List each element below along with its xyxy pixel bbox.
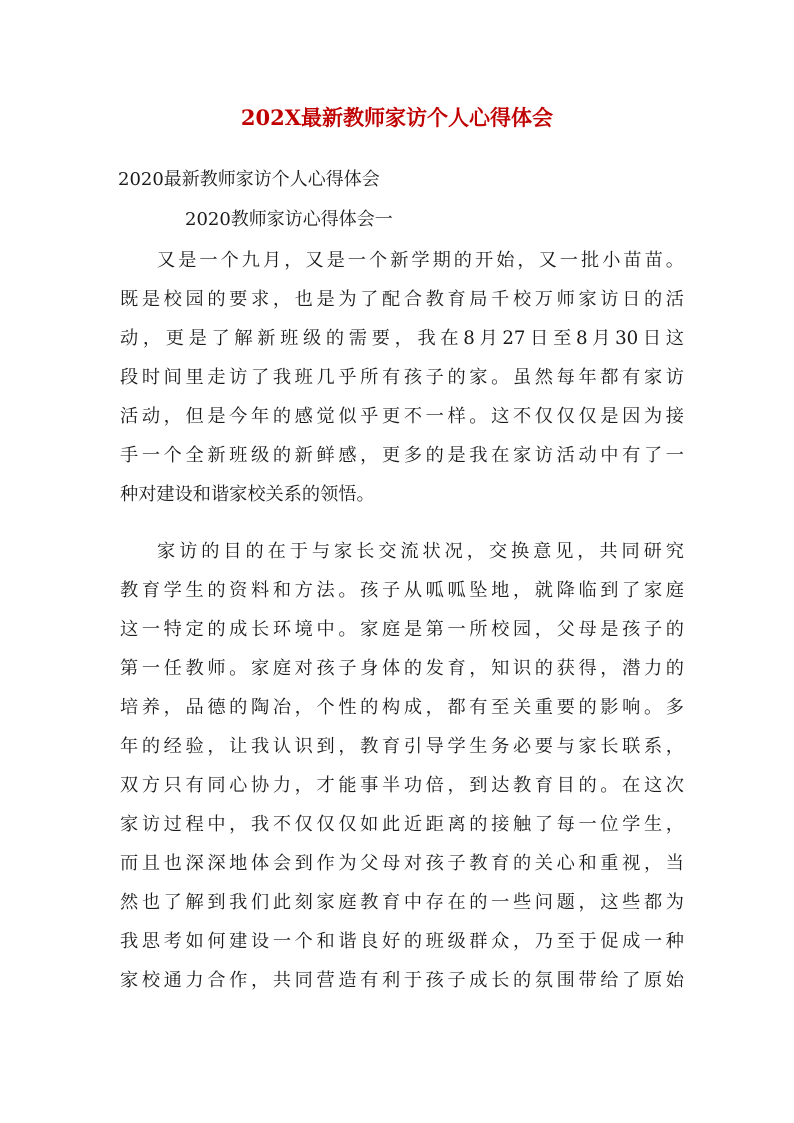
paragraph-2-line: 双方只有同心协力，才能事半功倍，到达教育目的。在这次 <box>120 775 684 796</box>
paragraph-1-line: 既是校园的要求，也是为了配合教育局千校万师家访日的活 <box>120 289 684 310</box>
paragraph-2-line: 我思考如何建设一个和谐良好的班级群众，乃至于促成一种 <box>120 931 684 952</box>
paragraph-1-line: 活动，但是今年的感觉似乎更不一样。这不仅仅仅是因为接 <box>120 406 684 427</box>
paragraph-2-line: 年的经验，让我认识到，教育引导学生务必要与家长联系， <box>120 736 684 757</box>
paragraph-1-line: 动，更是了解新班级的需要，我在8月27日至8月30日这 <box>120 328 684 349</box>
paragraph-2-line: 第一任教师。家庭对孩子身体的发育，知识的获得，潜力的 <box>120 658 684 679</box>
paragraph-2-line: 而且也深深地体会到作为父母对孩子教育的关心和重视，当 <box>120 853 684 874</box>
paragraph-2-line: 然也了解到我们此刻家庭教育中存在的一些问题，这些都为 <box>120 892 684 913</box>
paragraph-1-line: 种对建设和谐家校关系的领悟。 <box>120 484 375 505</box>
paragraph-2-line: 家访过程中，我不仅仅仅如此近距离的接触了每一位学生， <box>120 814 684 835</box>
paragraph-1-line: 段时间里走访了我班几乎所有孩子的家。虽然每年都有家访 <box>120 367 684 388</box>
paragraph-2-line: 这一特定的成长环境中。家庭是第一所校园，父母是孩子的 <box>120 619 684 640</box>
paragraph-2-line: 家访的目的在于与家长交流状况，交换意见，共同研究 <box>157 541 684 562</box>
paragraph-1-line: 手一个全新班级的新鲜感，更多的是我在家访活动中有了一 <box>120 445 684 466</box>
paragraph-2-line: 培养，品德的陶冶，个性的构成，都有至关重要的影响。多 <box>120 697 684 718</box>
section-heading: 2020教师家访心得体会一 <box>185 209 393 230</box>
paragraph-2-line: 家校通力合作，共同营造有利于孩子成长的氛围带给了原始 <box>120 970 684 991</box>
paragraph-1-line: 又是一个九月，又是一个新学期的开始，又一批小苗苗。 <box>157 250 684 271</box>
paragraph-2-line: 教育学生的资料和方法。孩子从呱呱坠地，就降临到了家庭 <box>120 580 684 601</box>
document-subtitle: 2020最新教师家访个人心得体会 <box>118 169 380 190</box>
document-title: 202X最新教师家访个人心得体会 <box>240 105 554 130</box>
